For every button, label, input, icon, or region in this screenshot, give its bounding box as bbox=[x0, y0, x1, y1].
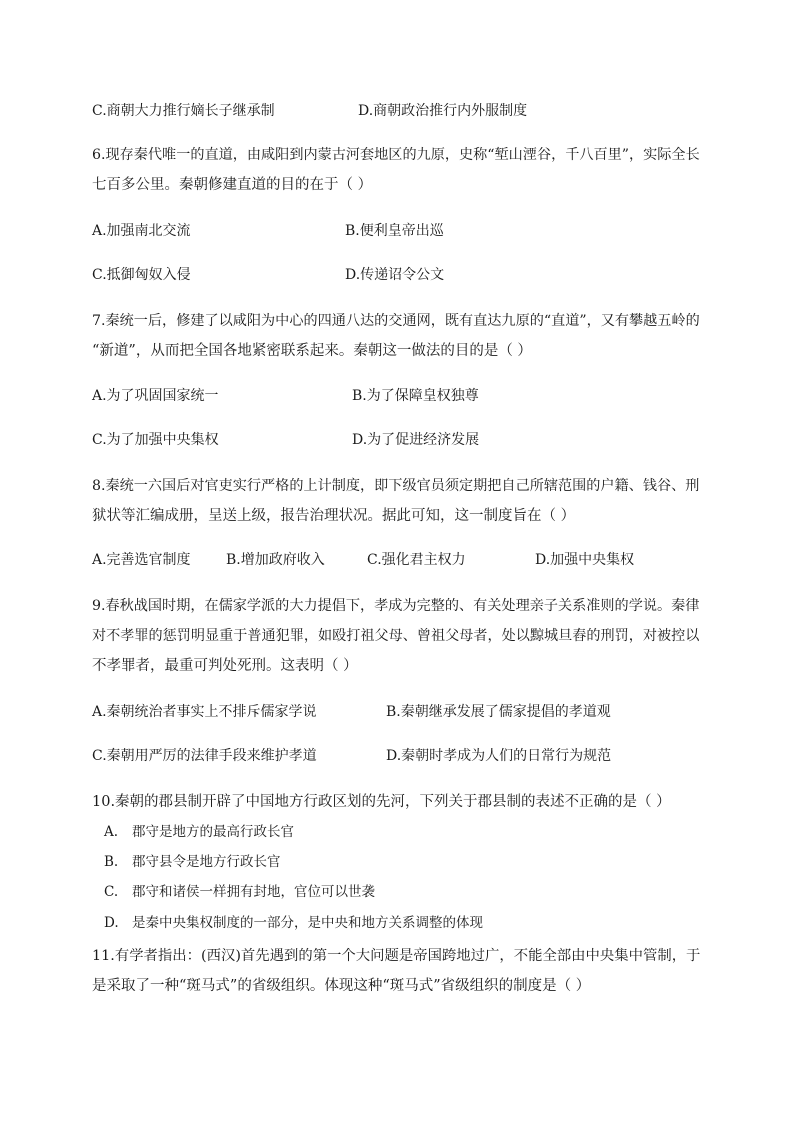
q9-stem-line2: 对不孝罪的惩罚明显重于普通犯罪，如殴打祖父母、曾祖父母者，处以黥城旦舂的刑罚，对被控以 bbox=[92, 628, 700, 644]
q7-option-c: C.为了加强中央集权 bbox=[92, 432, 219, 448]
q8-option-a: A.完善选官制度 bbox=[92, 552, 191, 568]
q9-stem-line1: 9.春秋战国时期，在儒家学派的大力提倡下，孝成为完整的、有关处理亲子关系准则的学说。秦律 bbox=[92, 598, 700, 614]
q7-stem-line2: “新道”，从而把全国各地紧密联系起来。秦朝这一做法的目的是（ ） bbox=[92, 343, 532, 359]
q8-stem-line1: 8.秦统一六国后对官吏实行严格的上计制度，即下级官员须定期把自己所辖范围的户籍、钱谷、刑 bbox=[92, 478, 700, 494]
q9-stem-line3: 不孝罪者，最重可判处死刑。这表明（ ） bbox=[92, 658, 358, 674]
q8-stem-line2: 狱状等汇编成册，呈送上级，报告治理状况。据此可知，这一制度旨在（ ） bbox=[92, 508, 576, 524]
q9-option-c: C.秦朝用严厉的法律手段来维护孝道 bbox=[92, 748, 317, 764]
q10-option-c-letter: C. bbox=[104, 884, 119, 900]
q7-option-a: A.为了巩固国家统一 bbox=[92, 388, 219, 404]
q11-stem-line2: 是采取了一种“斑马式”的省级组织。体现这种“斑马式”省级组织的制度是（ ） bbox=[92, 978, 591, 994]
q5-option-d: D.商朝政治推行内外服制度 bbox=[358, 103, 528, 119]
q11-stem-line1: 11.有学者指出：(西汉)首先遇到的第一个大问题是帝国跨地过广，不能全部由中央集中管制，于 bbox=[92, 948, 701, 964]
q7-stem-line1: 7.秦统一后，修建了以咸阳为中心的四通八达的交通网，既有直达九原的“直道”，又有攀越五岭的 bbox=[92, 313, 700, 329]
q6-stem-line2: 七百多公里。秦朝修建直道的目的在于（ ） bbox=[92, 177, 373, 193]
q10-option-b-letter: B. bbox=[104, 854, 119, 870]
q8-option-d: D.加强中央集权 bbox=[535, 552, 635, 568]
q7-option-d: D.为了促进经济发展 bbox=[352, 432, 480, 448]
q10-option-b-text: 郡守县令是地方行政长官 bbox=[132, 854, 281, 870]
q9-option-b: B.秦朝继承发展了儒家提倡的孝道观 bbox=[386, 704, 611, 720]
q9-option-d: D.秦朝时孝成为人们的日常行为规范 bbox=[386, 748, 612, 764]
q5-option-c: C.商朝大力推行嫡长子继承制 bbox=[92, 103, 275, 119]
q10-option-a-text: 郡守是地方的最高行政长官 bbox=[132, 824, 294, 840]
q6-option-a: A.加强南北交流 bbox=[92, 223, 191, 239]
q8-option-c: C.强化君主权力 bbox=[367, 552, 466, 568]
q10-option-d-letter: D. bbox=[104, 915, 119, 931]
q6-stem-line1: 6.现存秦代唯一的直道，由咸阳到内蒙古河套地区的九原，史称“堑山湮谷，千八百里”，实际全长 bbox=[92, 147, 700, 163]
q9-option-a: A.秦朝统治者事实上不排斥儒家学说 bbox=[92, 704, 317, 720]
q8-option-b: B.增加政府收入 bbox=[226, 552, 325, 568]
q10-stem: 10.秦朝的郡县制开辟了中国地方行政区划的先河，下列关于郡县制的表述不正确的是（ ） bbox=[92, 794, 671, 810]
q10-option-d-text: 是秦中央集权制度的一部分，是中央和地方关系调整的体现 bbox=[132, 915, 483, 931]
q10-option-a-letter: A. bbox=[104, 824, 119, 840]
q6-option-d: D.传递诏令公文 bbox=[345, 267, 445, 283]
q6-option-b: B.便利皇帝出巡 bbox=[345, 223, 444, 239]
q7-option-b: B.为了保障皇权独尊 bbox=[352, 388, 479, 404]
q10-option-c-text: 郡守和诸侯一样拥有封地，官位可以世袭 bbox=[132, 884, 375, 900]
q6-option-c: C.抵御匈奴入侵 bbox=[92, 267, 191, 283]
